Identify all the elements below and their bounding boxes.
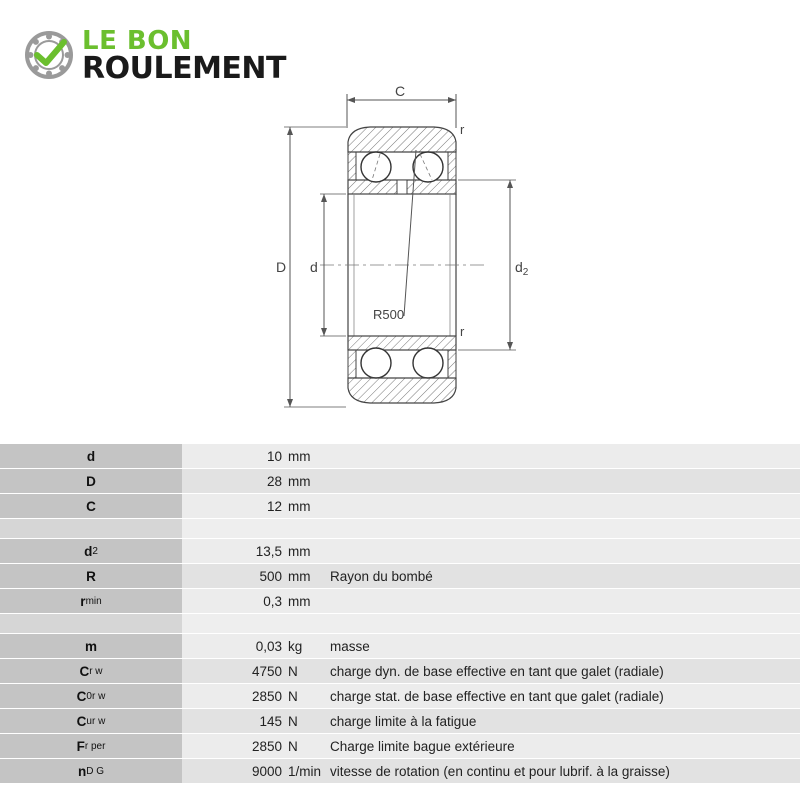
row-value: 0,03	[255, 638, 282, 654]
row-description: vitesse de rotation (en continu et pour lubrif. à la graisse)	[330, 763, 670, 779]
row-unit: N	[288, 663, 298, 679]
row-unit: N	[288, 738, 298, 754]
table-row-frper	[0, 734, 800, 759]
row-symbol: n D G	[0, 759, 182, 784]
table-row-d	[0, 444, 800, 469]
row-unit: 1/min	[288, 763, 322, 779]
row-unit: N	[288, 713, 298, 729]
row-symbol: C	[0, 494, 182, 519]
row-value: 145	[259, 713, 282, 729]
table-spacer	[0, 614, 800, 634]
row-unit: mm	[288, 473, 311, 489]
row-value: 500	[259, 568, 282, 584]
table-row-d2	[0, 539, 800, 564]
row-symbol: d	[0, 444, 182, 469]
row-unit: mm	[288, 568, 311, 584]
row-value: 4750	[251, 663, 282, 679]
row-unit: mm	[288, 498, 311, 514]
table-row-curw	[0, 709, 800, 734]
table-spacer	[0, 519, 800, 539]
row-unit: mm	[288, 543, 311, 559]
row-value: 10	[266, 448, 282, 464]
row-unit: kg	[288, 638, 303, 654]
dim-label-d2: $d_2$	[515, 259, 529, 278]
dim-label-big-d: D	[276, 259, 287, 275]
dim-label-r-top: r	[460, 122, 465, 137]
bearing-cross-section-drawing	[270, 80, 550, 420]
row-symbol: F r per	[0, 734, 182, 759]
row-symbol: R	[0, 564, 182, 589]
dim-label-c: C	[395, 83, 406, 99]
row-symbol: D	[0, 469, 182, 494]
row-value: 12	[266, 498, 282, 514]
row-description: charge limite à la fatigue	[330, 713, 477, 729]
row-value: 9000	[251, 763, 282, 779]
dim-label-small-d: d	[310, 259, 318, 275]
table-row-c0rw	[0, 684, 800, 709]
row-symbol: d 2	[0, 539, 182, 564]
brand-logo	[24, 26, 304, 86]
table-row-crw	[0, 659, 800, 684]
row-value: 28	[266, 473, 282, 489]
row-unit: mm	[288, 448, 311, 464]
logo-text-le-bon: LE BON	[82, 26, 193, 56]
row-value: 13,5	[255, 543, 282, 559]
table-row-rmin	[0, 589, 800, 614]
row-unit: N	[288, 688, 298, 704]
row-description: Charge limite bague extérieure	[330, 738, 515, 754]
row-value: 2850	[251, 738, 282, 754]
dim-label-r-bottom: r	[460, 324, 465, 339]
row-unit: mm	[288, 593, 311, 609]
logo-text-roulement: ROULEMENT	[82, 51, 286, 86]
dim-label-r500: R500	[373, 307, 405, 322]
row-symbol: m	[0, 634, 182, 659]
row-description: masse	[330, 638, 370, 654]
row-description: charge stat. de base effective en tant que galet (radiale)	[330, 688, 664, 704]
bearing-check-icon	[24, 30, 74, 80]
row-symbol: C r w	[0, 659, 182, 684]
row-description: charge dyn. de base effective en tant que galet (radiale)	[330, 663, 664, 679]
row-symbol: r min	[0, 589, 182, 614]
table-row-ndg	[0, 759, 800, 784]
specifications-table	[0, 444, 800, 784]
table-row-big-d	[0, 469, 800, 494]
table-row-mass	[0, 634, 800, 659]
table-row-r-radius	[0, 564, 800, 589]
row-value: 0,3	[263, 593, 282, 609]
row-description: Rayon du bombé	[330, 568, 433, 584]
row-symbol: C 0r w	[0, 684, 182, 709]
table-row-c	[0, 494, 800, 519]
row-value: 2850	[251, 688, 282, 704]
row-symbol: C ur w	[0, 709, 182, 734]
